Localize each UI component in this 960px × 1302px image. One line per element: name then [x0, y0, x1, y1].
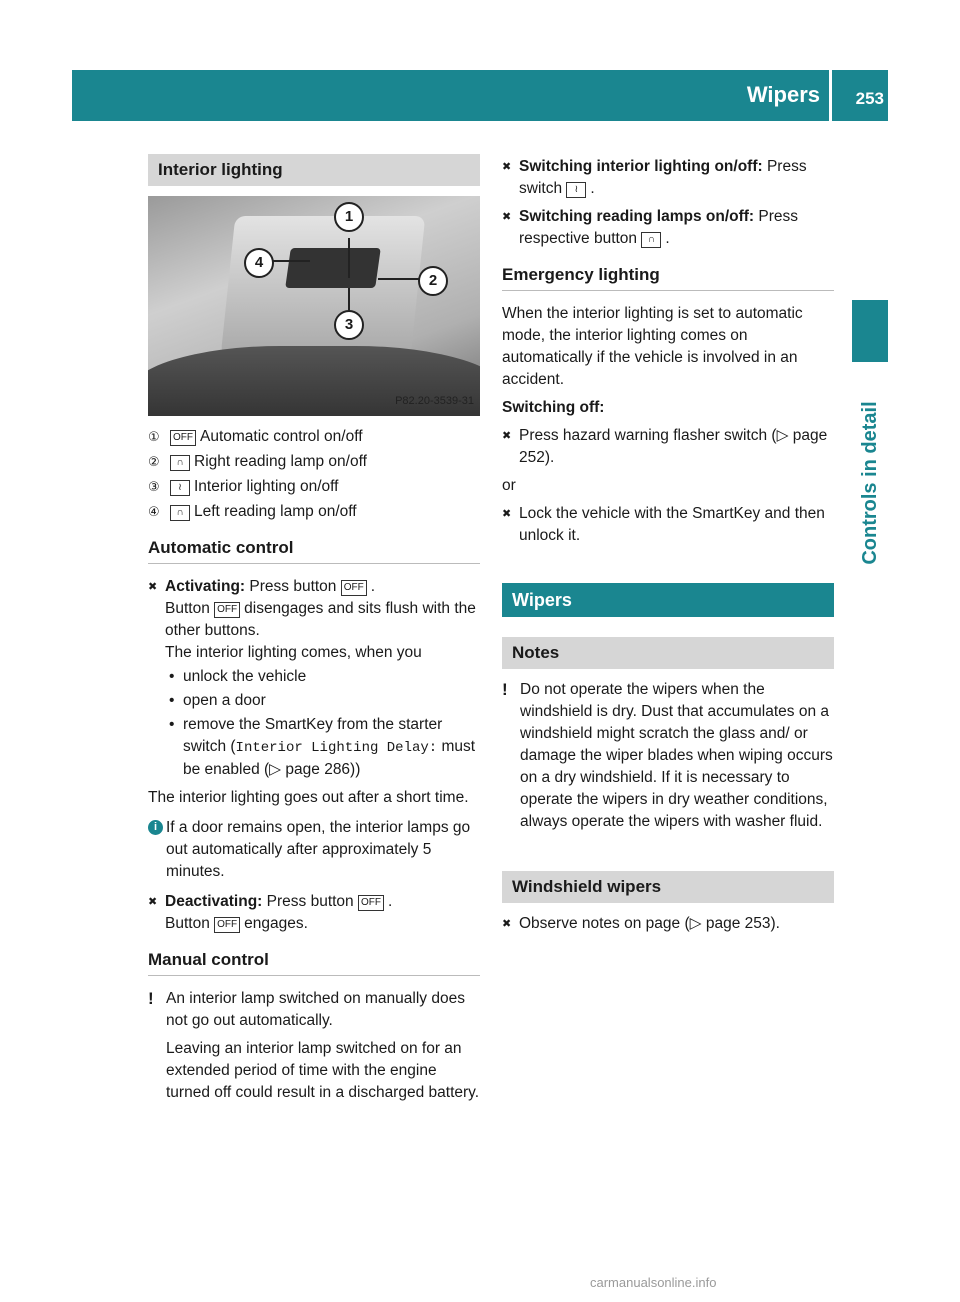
disengages-para — [165, 598, 480, 642]
bullet-text: remove the SmartKey from the starter switch ( — [183, 716, 443, 755]
legend-item — [148, 451, 480, 473]
bullet-item: • open a door — [169, 690, 480, 712]
legend-text: Right reading lamp on/off — [194, 453, 367, 470]
step-label: Switching interior lighting on/off: — [519, 158, 763, 175]
photo-code: P82.20-3539-31 — [395, 395, 474, 407]
reading-lamp-icon: ∩ — [641, 232, 661, 248]
comes-on-text: The interior lighting comes, when you — [165, 644, 422, 661]
leader-line-4 — [272, 260, 310, 262]
footer-watermark: carmanualsonline.info — [590, 1275, 717, 1290]
step-deactivating: ✖ Deactivating: Press button OFF . Button OFF engages. — [148, 891, 480, 935]
info-icon: i — [148, 820, 163, 835]
button-word: Button — [165, 915, 210, 932]
legend-num: ④ — [148, 504, 160, 519]
side-label — [852, 368, 888, 598]
auto-off-icon: OFF — [341, 580, 367, 596]
step-interior-switch: ✖ Switching interior lighting on/off: Press switch ≀ . — [502, 156, 834, 200]
subhead-emergency-lighting: Emergency lighting — [502, 264, 834, 291]
subhead-automatic-control: Automatic control — [148, 537, 480, 564]
step-lock: ✖ Lock the vehicle with the SmartKey and then unlock it. — [502, 503, 834, 547]
disengages-text: disengages and sits flush with the other buttons. — [165, 600, 476, 639]
engages-para — [165, 913, 480, 935]
step-text: Press switch — [519, 158, 807, 197]
legend-item — [148, 426, 480, 448]
auto-off-icon: OFF — [214, 917, 240, 933]
legend-item — [148, 476, 480, 498]
subsection-title-windshield-wipers: Windshield wipers — [502, 871, 834, 903]
step-text: Press button — [249, 578, 337, 595]
warning-icon: ! — [148, 989, 154, 1008]
emergency-text: When the interior lighting is set to automatic mode, the interior lighting comes on automatically if the vehicle is involved in an accident. — [502, 305, 803, 388]
callout-3: 3 — [334, 310, 364, 340]
chapter-title: Wipers — [746, 82, 820, 107]
left-column — [148, 150, 480, 1112]
step-text: Press button — [266, 893, 354, 910]
leader-line-2 — [378, 278, 420, 280]
overhead-console-photo — [148, 196, 480, 416]
warning-icon: ! — [502, 680, 508, 699]
legend-num: ② — [148, 454, 160, 469]
interior-light-icon: ≀ — [566, 182, 586, 198]
step-text: Press respective button — [519, 208, 799, 247]
side-label-text: Controls in detail — [859, 401, 881, 565]
warning-text: An interior lamp switched on manually does not go out automatically. — [166, 990, 465, 1029]
callout-4: 4 — [244, 248, 274, 278]
reading-lamp-icon: ∩ — [170, 455, 190, 471]
leader-line-1 — [348, 238, 350, 278]
auto-off-icon: OFF — [358, 895, 384, 911]
auto-off-icon: OFF — [214, 602, 240, 618]
side-tab — [852, 300, 888, 362]
warning-text-2: Leaving an interior lamp switched on for an extended period of time with the engine turned off could result in a discharged battery. — [166, 1040, 480, 1101]
page-number: 253 — [855, 89, 884, 108]
or-text: or — [502, 477, 516, 494]
step-hazard: ✖ Press hazard warning flasher switch (▷ page 252). — [502, 425, 834, 469]
button-block — [285, 248, 381, 288]
button-word: Button — [165, 600, 210, 617]
legend-num: ① — [148, 429, 160, 444]
step-label: Switching reading lamps on/off: — [519, 208, 755, 225]
step-activating: ✖ Activating: Press button OFF . Button OFF disengages and sits flush with the other buttons. The interior lighting comes, when you • unlock the vehicle • open a door • remove the SmartKey from the starter switch (Interior Lighting Delay: must be enabled (▷ page 286)) — [148, 576, 480, 781]
info-text: If a door remains open, the interior lamps go out automatically after approximately 5 minutes. — [166, 819, 471, 880]
step-observe: ✖ Observe notes on page (▷ page 253). — [502, 913, 834, 935]
legend-text: Interior lighting on/off — [194, 478, 339, 495]
switching-off-label: Switching off: — [502, 399, 605, 416]
bullet-item — [169, 714, 480, 781]
auto-off-icon: OFF — [170, 430, 196, 446]
section-title-wipers: Wipers — [502, 583, 834, 617]
wiper-warning-note — [502, 679, 834, 833]
info-note — [148, 817, 480, 883]
legend-text: Automatic control on/off — [200, 428, 363, 445]
goes-out-text: The interior lighting goes out after a short time. — [148, 789, 469, 806]
step-reading-lamps: ✖ Switching reading lamps on/off: Press respective button ∩ . — [502, 206, 834, 250]
step-label: Activating: — [165, 578, 246, 595]
interior-light-icon: ≀ — [170, 480, 190, 496]
section-title-interior-lighting: Interior lighting — [148, 154, 480, 186]
setting-name: Interior Lighting Delay: — [235, 740, 438, 756]
legend-item — [148, 501, 480, 523]
reading-lamp-icon: ∩ — [170, 505, 190, 521]
callout-2: 2 — [418, 266, 448, 296]
header-divider — [829, 70, 832, 121]
legend — [148, 426, 480, 523]
warning-note — [148, 988, 480, 1104]
subhead-manual-control: Manual control — [148, 949, 480, 976]
step-label: Deactivating: — [165, 893, 263, 910]
engages-text: engages. — [244, 915, 308, 932]
subsection-title-notes: Notes — [502, 637, 834, 669]
bullet-tail: must be enabled (▷ page 286)) — [183, 738, 476, 778]
header-bar — [72, 70, 888, 121]
legend-text: Left reading lamp on/off — [194, 503, 357, 520]
bullet-item: • unlock the vehicle — [169, 666, 480, 688]
wiper-warning-text: Do not operate the wipers when the windshield is dry. Dust that accumulates on a windshield might scratch the glass and/ or damage the wiper blades when wiping occurs on a dry windshield. If it is necessary to operate the wipers in dry weather conditions, always operate the wipers with washer fluid. — [520, 681, 833, 830]
legend-num: ③ — [148, 479, 160, 494]
callout-1: 1 — [334, 202, 364, 232]
right-column — [502, 150, 834, 941]
